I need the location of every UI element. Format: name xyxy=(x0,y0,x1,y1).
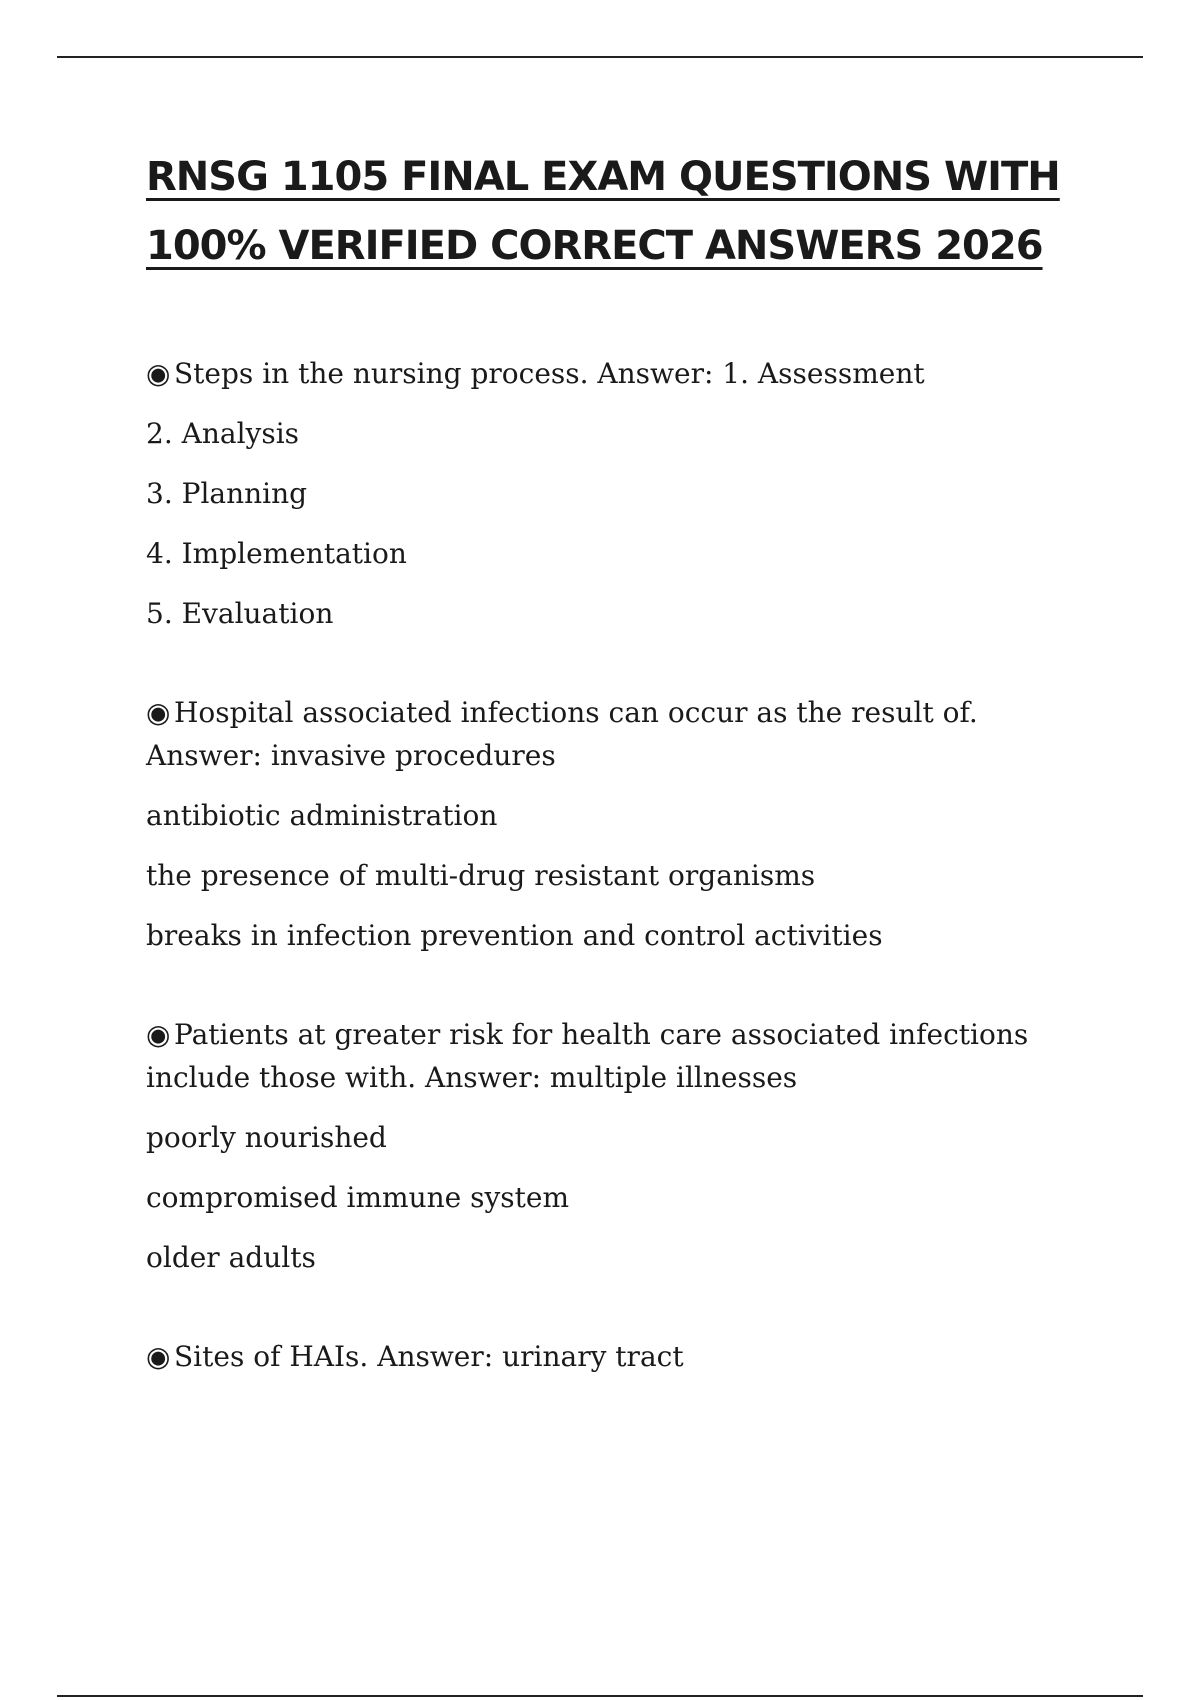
answer-line: 2. Analysis xyxy=(146,417,300,450)
question-line xyxy=(146,1335,1086,1378)
answer-line: 4. Implementation xyxy=(146,537,407,570)
document-body xyxy=(146,352,1086,1434)
question-text: Patients at greater risk for health care associated infections include those with. Answer: multiple illnesses xyxy=(146,1018,1029,1094)
qa-item xyxy=(146,352,1086,635)
radio-bullet-icon: ◉ xyxy=(146,696,171,729)
answer-line: 5. Evaluation xyxy=(146,597,334,630)
answer-line: the presence of multi-drug resistant organisms xyxy=(146,859,816,892)
qa-item xyxy=(146,1013,1086,1279)
radio-bullet-icon: ◉ xyxy=(146,357,171,390)
question-line xyxy=(146,352,1086,395)
answer-line: older adults xyxy=(146,1241,316,1274)
answer-line: poorly nourished xyxy=(146,1121,387,1154)
question-line xyxy=(146,1013,1086,1099)
answer-line: 3. Planning xyxy=(146,477,308,510)
answer-line: antibiotic administration xyxy=(146,799,498,832)
bottom-rule xyxy=(57,1695,1143,1697)
radio-bullet-icon: ◉ xyxy=(146,1018,171,1051)
qa-item xyxy=(146,691,1086,957)
top-rule xyxy=(57,56,1143,58)
question-text: Sites of HAIs. Answer: urinary tract xyxy=(174,1340,684,1373)
qa-item xyxy=(146,1335,1086,1378)
page-title: RNSG 1105 FINAL EXAM QUESTIONS WITH 100% VERIFIED CORRECT ANSWERS 2026 xyxy=(146,154,1060,269)
radio-bullet-icon: ◉ xyxy=(146,1340,171,1373)
question-line xyxy=(146,691,1086,777)
answer-line: breaks in infection prevention and control activities xyxy=(146,919,883,952)
question-text: Steps in the nursing process. Answer: 1. Assessment xyxy=(174,357,925,390)
answer-line: compromised immune system xyxy=(146,1181,570,1214)
question-text: Hospital associated infections can occur as the result of. Answer: invasive procedures xyxy=(146,696,978,772)
